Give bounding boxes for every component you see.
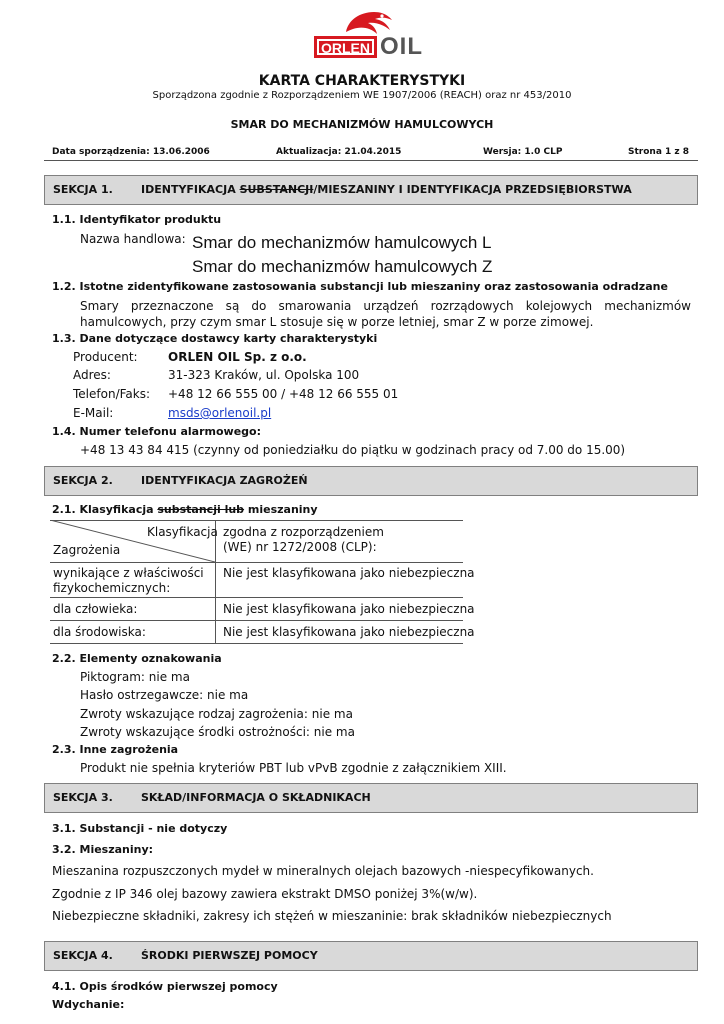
section-3-bar: [44, 783, 698, 813]
other-hazards-text: Produkt nie spełnia kryteriów PBT lub vPvB zgodnie z załącznikiem XIII.: [80, 761, 507, 775]
section-1-title: IDENTYFIKACJA SUBSTANCJI/MIESZANINY I IDENTYFIKACJA PRZEDSIĘBIORSTWA: [141, 183, 632, 196]
label-item-signal-word: Hasło ostrzegawcze: nie ma: [80, 688, 249, 702]
document-subtitle: Sporządzona zgodnie z Rozporządzeniem WE 1907/2006 (REACH) oraz nr 453/2010: [152, 90, 572, 101]
meta-page: Strona 1 z 8: [628, 147, 690, 157]
section-1-number: SEKCJA 1.: [53, 183, 113, 196]
subsection-1-4: 1.4. Numer telefonu alarmowego:: [52, 425, 262, 438]
classification-table: [50, 520, 475, 643]
email-label: E-Mail:: [73, 406, 114, 420]
section-2-bar: [44, 466, 698, 496]
table-row-1-left-2: fizykochemicznych:: [53, 581, 171, 595]
inhalation-heading: Wdychanie:: [52, 998, 125, 1011]
subsection-2-2: 2.2. Elementy oznakowania: [52, 652, 222, 665]
eagle-icon: [338, 8, 398, 36]
table-corner-top: Klasyfikacja: [147, 525, 218, 539]
section-2-title: IDENTYFIKACJA ZAGROŻEŃ: [141, 474, 308, 487]
meta-divider: [44, 160, 698, 161]
section-4-bar: [44, 941, 698, 971]
mixture-text-1: Mieszanina rozpuszczonych mydeł w mineralnych olejach bazowych -niespecyfikowanych.: [52, 864, 594, 878]
label-item-hazard-statements: Zwroty wskazujące rodzaj zagrożenia: nie ma: [80, 707, 353, 721]
address-label: Adres:: [73, 368, 111, 382]
table-row-2-right: Nie jest klasyfikowana jako niebezpieczna: [223, 602, 475, 616]
meta-date: Data sporządzenia: 13.06.2006: [52, 147, 210, 157]
table-row-3-right: Nie jest klasyfikowana jako niebezpieczna: [223, 625, 475, 639]
orlen-oil-logo: [312, 8, 432, 60]
subsection-2-3: 2.3. Inne zagrożenia: [52, 743, 179, 756]
trade-name-2: Smar do mechanizmów hamulcowych Z: [192, 257, 493, 276]
table-corner-bottom: Zagrożenia: [53, 543, 121, 557]
table-row-1-right: Nie jest klasyfikowana jako niebezpieczna: [223, 566, 475, 580]
producer-label: Producent:: [73, 350, 138, 364]
logo-orlen-box: ORLEN: [314, 36, 377, 58]
subsection-1-3: 1.3. Dane dotyczące dostawcy karty charakterystyki: [52, 332, 378, 345]
producer-value: ORLEN OIL Sp. z o.o.: [168, 350, 307, 364]
trade-name-label: Nazwa handlowa:: [80, 232, 186, 246]
table-row-1-left: wynikające z właściwości: [53, 566, 204, 580]
subsection-2-1: 2.1. Klasyfikacja substancji lub mieszaniny: [52, 503, 318, 516]
usage-text: Smary przeznaczone są do smarowania urządzeń rozrządowych kolejowych mechanizmów hamulcowych, przy czym smar L stosuje się w porze letniej, smar Z w porze zimowej.: [80, 299, 691, 329]
section-4-number: SEKCJA 4.: [53, 949, 113, 962]
subsection-1-1: 1.1. Identyfikator produktu: [52, 213, 222, 226]
section-3-number: SEKCJA 3.: [53, 791, 113, 804]
table-row-3-left: dla środowiska:: [53, 625, 146, 639]
mixture-text-2: Zgodnie z IP 346 olej bazowy zawiera ekstrakt DMSO poniżej 3%(w/w).: [52, 887, 478, 901]
emergency-phone-text: +48 13 43 84 415 (czynny od poniedziałku do piątku w godzinach pracy od 7.00 do 15.00): [80, 443, 626, 457]
subsection-1-2: 1.2. Istotne zidentyfikowane zastosowania substancji lub mieszaniny oraz zastosowania odradzane: [52, 280, 668, 293]
table-row-2-left: dla człowieka:: [53, 602, 138, 616]
section-1-bar: [44, 175, 698, 205]
section-3-title: SKŁAD/INFORMACJA O SKŁADNIKACH: [141, 791, 371, 804]
subsection-3-1: 3.1. Substancji - nie dotyczy: [52, 822, 228, 835]
meta-version: Wersja: 1.0 CLP: [483, 147, 563, 157]
section-2-number: SEKCJA 2.: [53, 474, 113, 487]
label-item-pictogram: Piktogram: nie ma: [80, 670, 190, 684]
table-header-right: zgodna z rozporządzeniem (WE) nr 1272/2008 (CLP):: [223, 525, 384, 554]
label-item-precautionary: Zwroty wskazujące środki ostrożności: nie ma: [80, 725, 355, 739]
product-heading: SMAR DO MECHANIZMÓW HAMULCOWYCH: [230, 118, 494, 131]
subsection-3-2: 3.2. Mieszaniny:: [52, 843, 154, 856]
document-title: KARTA CHARAKTERYSTYKI: [258, 73, 466, 89]
logo-oil-word: OIL: [380, 33, 423, 60]
meta-update: Aktualizacja: 21.04.2015: [276, 147, 402, 157]
subsection-4-1: 4.1. Opis środków pierwszej pomocy: [52, 980, 278, 993]
address-value: 31-323 Kraków, ul. Opolska 100: [168, 368, 360, 382]
phone-value: +48 12 66 555 00 / +48 12 66 555 01: [168, 387, 399, 401]
email-link[interactable]: msds@orlenoil.pl: [168, 406, 272, 420]
phone-label: Telefon/Faks:: [73, 387, 151, 401]
section-4-title: ŚRODKI PIERWSZEJ POMOCY: [141, 949, 318, 962]
trade-name-1: Smar do mechanizmów hamulcowych L: [192, 233, 492, 252]
mixture-text-3: Niebezpieczne składniki, zakresy ich stężeń w mieszaninie: brak składników niebezpiecznych: [52, 909, 612, 923]
